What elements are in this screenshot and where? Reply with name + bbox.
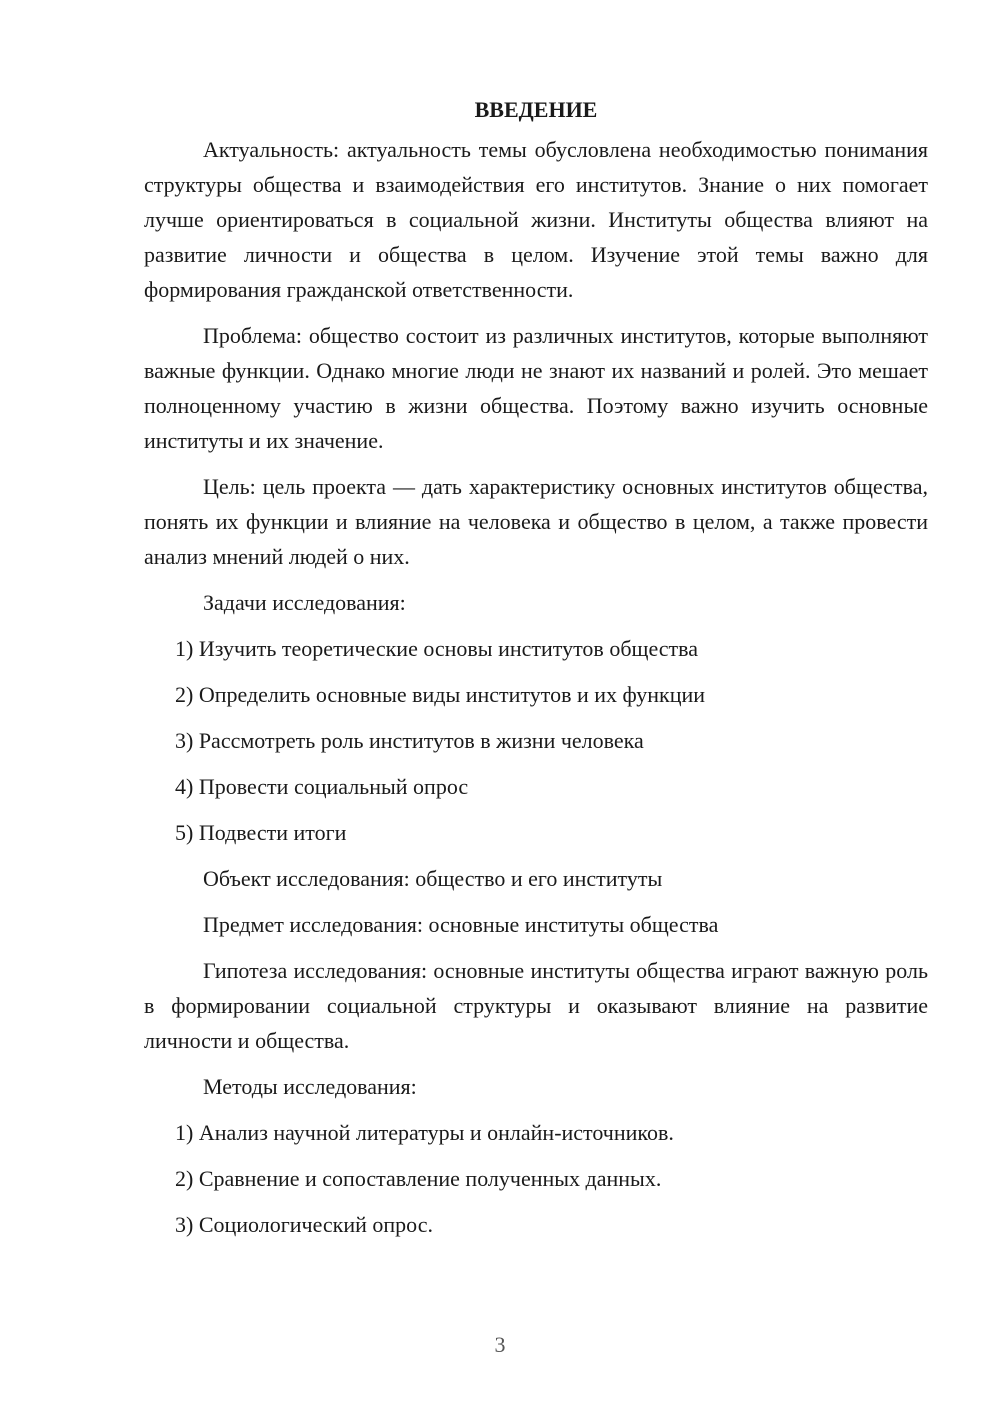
relevance-paragraph: Актуальность: актуальность темы обусловлена необходимостью понимания структуры общества и взаимодействия его институтов. Знание о них помогает лучше ориентироваться в социальной жизни. Институты общества влияют на развитие личности и общества в целом. Изучение этой темы важно для формирования гражданской ответственности. <box>144 137 928 302</box>
hypothesis-paragraph: Гипотеза исследования: основные институты общества играют важную роль в формировании социальной структуры и оказывают влияние на развитие личности и общества. <box>144 958 928 1053</box>
page-number: 3 <box>494 1332 506 1357</box>
document-page <box>144 92 928 1253</box>
methods-list <box>144 1115 928 1242</box>
task-item: 5) Подвести итоги <box>175 820 347 845</box>
methods-heading: Методы исследования: <box>203 1074 417 1099</box>
task-item: 1) Изучить теоретические основы институтов общества <box>175 636 699 661</box>
section-title: ВВЕДЕНИЕ <box>474 97 598 122</box>
method-item: 2) Сравнение и сопоставление полученных данных. <box>175 1166 662 1191</box>
task-item: 4) Провести социальный опрос <box>175 774 469 799</box>
tasks-list <box>144 631 928 850</box>
subject-line: Предмет исследования: основные институты общества <box>203 912 719 937</box>
goal-paragraph: Цель: цель проекта — дать характеристику основных институтов общества, понять их функции и влияние на человека и общество в целом, а также провести анализ мнений людей о них. <box>144 474 928 569</box>
object-line: Объект исследования: общество и его институты <box>203 866 663 891</box>
task-item: 3) Рассмотреть роль институтов в жизни человека <box>175 728 644 753</box>
method-item: 3) Социологический опрос. <box>175 1212 433 1237</box>
tasks-heading: Задачи исследования: <box>203 590 406 615</box>
problem-paragraph: Проблема: общество состоит из различных институтов, которые выполняют важные функции. Однако многие люди не знают их названий и ролей. Это мешает полноценному участию в жизни общества. Поэтому важно изучить основные институты и их значение. <box>144 323 928 453</box>
method-item: 1) Анализ научной литературы и онлайн-источников. <box>175 1120 674 1145</box>
task-item: 2) Определить основные виды институтов и их функции <box>175 682 706 707</box>
